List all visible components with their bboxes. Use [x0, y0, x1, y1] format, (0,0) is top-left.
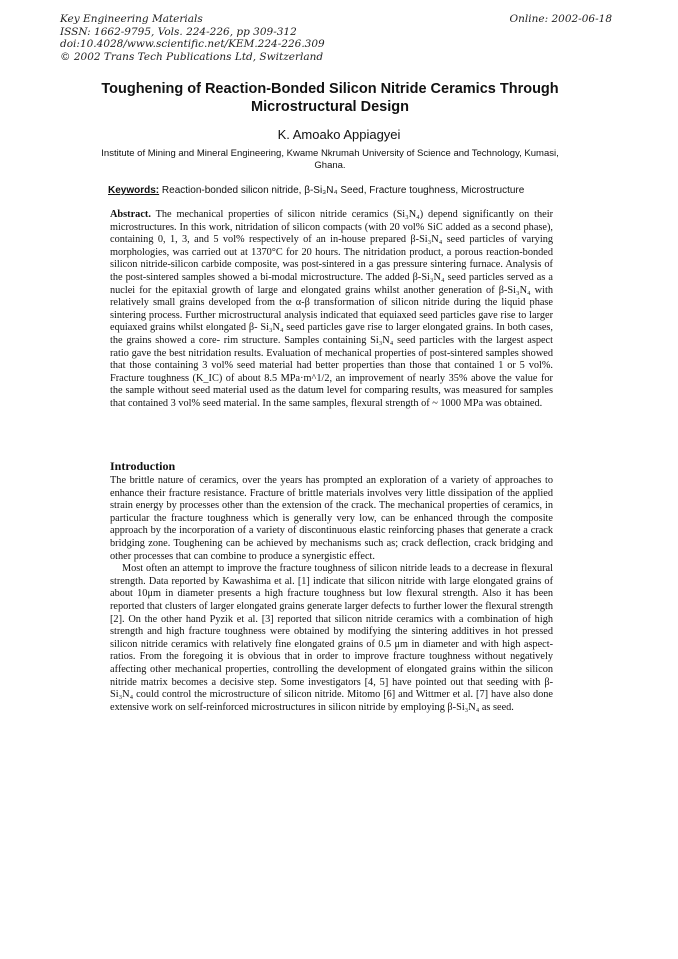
journal-name: Key Engineering Materials	[60, 13, 203, 25]
keywords-label: Keywords:	[108, 185, 160, 196]
doi-line[interactable]: doi:10.4028/www.scientific.net/KEM.224-226.309	[60, 38, 325, 50]
journal-header	[60, 13, 325, 63]
issn-line: ISSN: 1662-9795, Vols. 224-226, pp 309-312	[60, 25, 297, 38]
introduction-body	[110, 475, 553, 714]
intro-paragraph-1: The brittle nature of ceramics, over the years has prompted an exploration of a variety of approaches to enhance their fracture resistance. Fracture of brittle materials involves very little dissipation of the applied strain energy by processes other than the extension of the crack. The mechanical properties of ceramics, in particular the fracture toughness which is generally very low, can be enhanced through the composite approach by the incorporation of a variety of discontinuous elastic reinforcing phases that generate a crack bridging zone. Toughening can be achieved by mechanisms such as; crack deflection, crack bridging and other processes that can combine to produce a synergistic effect.	[110, 475, 553, 562]
introduction-heading: Introduction	[110, 459, 176, 473]
author: K. Amoako Appiagyei	[277, 127, 401, 142]
abstract-text: The mechanical properties of silicon nitride ceramics (Si₃N₄) depend significantly on their microstructures. In this work, nitridation of silicon compacts (with 20 vol% SiC added as a second phase), containing 0, 1, 3, and 5 vol% respectively of an in-house prepared β-Si₃N₄ seed particles of varying morphologies, was carried out at 1370°C for 20 hours. The nitridation product, a porous reaction-bonded silicon nitride-silicon carbide composite, was post-sintered in a gas pressure sintering furnace. Analysis of the post-sintered samples showed a bi-modal microstructure. The added β-Si₃N₄ seed particles served as a nuclei for the epitaxial growth of large and elongated grains whilst another generation of β-Si₃N₄ with relatively small grains developed from the α-β transformation of silicon nitride during the liquid phase sintering process. Further microstructural analysis indicated that equiaxed seed particles gave rise to larger equiaxed grains whilst elongated β- Si₃N₄ seed particles gave rise to larger elongated grains. In both cases, the grains showed a core- rim structure. Samples containing Si₃N₄ seed particles with the largest aspect ratio gave the best nitridation results. Evaluation of mechanical properties of post-sintered samples showed that those containing 3 vol% seed material had better properties than those that contained 1 or 5 vol%. Fracture toughness (K_IC) of about 8.5 MPa·m^1/2, an improvement of nearly 35% above the value for the sample without seed material used as the datum level for comparing results, was measured for samples that contained 3 vol% seed material. In the same samples, flexural strength of ~ 1000 MPa was obtained.	[110, 209, 553, 409]
online-date: Online: 2002-06-18	[509, 13, 612, 25]
intro-paragraph-2: Most often an attempt to improve the fracture toughness of silicon nitride leads to a decrease in flexural strength. Data reported by Kawashima et al. [1] indicate that silicon nitride with large elongated grains of about 10μm in diameter presents a high fracture toughness but low flexural strength. Also it has been reported that clusters of larger elongated grains generate larger defects to further lower the flexural strength [2]. On the other hand Pyzik et al. [3] reported that silicon nitride ceramics with a combination of high strength and high fracture toughness were obtained by modifying the sintering additives in hot pressed silicon nitride ceramics with relatively fine elongated grains of 0.5 μm in diameter and with high aspect-ratios. From the foregoing it is obvious that in order to improve fracture toughness without negatively affecting other mechanical properties, controlling the development of elongated grains within the silicon nitride matrix becomes a decisive step. Some investigators [4, 5] have pointed out that seeding with β-Si₃N₄ could control the microstructure of silicon nitride. Mitomo [6] and Wittmer et al. [7] have also done extensive work on self-reinforced microstructures in silicon nitride by employing β-Si₃N₄ as seed.	[110, 563, 553, 713]
keywords-line	[108, 185, 568, 196]
abstract	[110, 209, 553, 411]
abstract-label: Abstract.	[110, 209, 151, 220]
keywords-text: Reaction-bonded silicon nitride, β-Si₃N₄ Seed, Fracture toughness, Microstructure	[161, 185, 525, 196]
affiliation: Institute of Mining and Mineral Engineering, Kwame Nkrumah University of Science and Technology, Kumasi, Ghana.	[101, 148, 559, 171]
paper-title: Toughening of Reaction-Bonded Silicon Nitride Ceramics Through Microstructural Design	[101, 81, 559, 115]
copyright-line: © 2002 Trans Tech Publications Ltd, Switzerland	[60, 50, 324, 63]
